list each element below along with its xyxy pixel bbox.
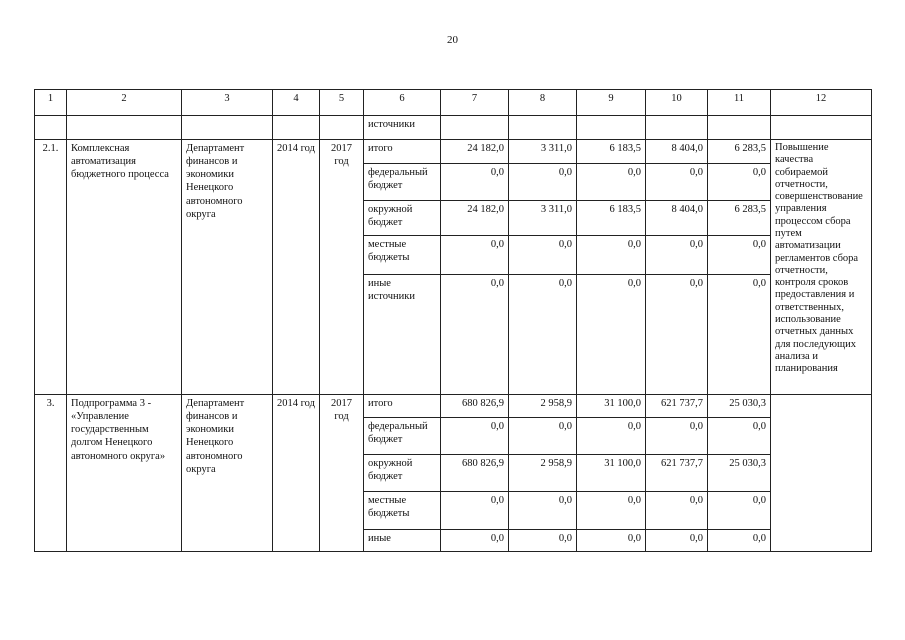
value-cell: 0,0 [708, 492, 771, 530]
source-cell: иные [364, 530, 441, 552]
value-cell: 0,0 [509, 236, 577, 275]
source-cell: иные источники [364, 275, 441, 395]
value-cell: 24 182,0 [441, 140, 509, 164]
value-cell: 0,0 [441, 492, 509, 530]
header-cell: 12 [771, 90, 872, 116]
value-cell: 6 183,5 [577, 201, 646, 236]
source-cell: итого [364, 395, 441, 418]
value-cell: 0,0 [646, 236, 708, 275]
value-cell: 0,0 [646, 492, 708, 530]
value-cell: 0,0 [646, 275, 708, 395]
value-cell: 2 958,9 [509, 395, 577, 418]
table-row [35, 140, 872, 164]
value-cell: 25 030,3 [708, 395, 771, 418]
value-cell: 0,0 [441, 164, 509, 201]
source-cell: итого [364, 140, 441, 164]
value-cell: 621 737,7 [646, 395, 708, 418]
value-cell: 6 183,5 [577, 140, 646, 164]
value-cell: 8 404,0 [646, 140, 708, 164]
value-cell: 0,0 [509, 492, 577, 530]
value-cell: 0,0 [441, 236, 509, 275]
header-cell: 2 [67, 90, 182, 116]
item-end: 2017 год [320, 395, 364, 552]
value-cell: 0,0 [708, 275, 771, 395]
table-row [35, 116, 872, 140]
page-number: 20 [447, 34, 458, 46]
item-goal [771, 395, 872, 552]
value-cell: 0,0 [646, 164, 708, 201]
source-cell: источники [364, 116, 441, 140]
value-cell: 31 100,0 [577, 455, 646, 492]
value-cell: 0,0 [509, 530, 577, 552]
item-end: 2017 год [320, 140, 364, 395]
source-cell: федеральный бюджет [364, 418, 441, 455]
value-cell: 6 283,5 [708, 201, 771, 236]
value-cell: 0,0 [509, 164, 577, 201]
value-cell: 621 737,7 [646, 455, 708, 492]
item-start: 2014 год [273, 140, 320, 395]
source-cell: окружной бюджет [364, 201, 441, 236]
value-cell: 680 826,9 [441, 395, 509, 418]
value-cell: 2 958,9 [509, 455, 577, 492]
item-name: Подпрограмма 3 - «Управление государственным долгом Ненецкого автономного округа» [67, 395, 182, 552]
source-cell: местные бюджеты [364, 236, 441, 275]
value-cell: 0,0 [708, 530, 771, 552]
header-cell: 7 [441, 90, 509, 116]
item-number: 2.1. [35, 140, 67, 395]
item-goal: Повышение качества собираемой отчетности, совершенствование управления процессом сбора путем автоматизации регламентов сбора отчетности, контроля сроков предоставления и ответственных, использование отчетных данных для последующих анализа и планирования [771, 140, 872, 395]
item-executor: Департамент финансов и экономики Ненецкого автономного округа [182, 140, 273, 395]
value-cell: 0,0 [708, 236, 771, 275]
value-cell: 8 404,0 [646, 201, 708, 236]
source-cell: окружной бюджет [364, 455, 441, 492]
value-cell: 0,0 [646, 418, 708, 455]
header-cell: 8 [509, 90, 577, 116]
item-number: 3. [35, 395, 67, 552]
table-row [35, 395, 872, 418]
header-cell: 10 [646, 90, 708, 116]
value-cell: 0,0 [577, 164, 646, 201]
value-cell: 24 182,0 [441, 201, 509, 236]
header-cell: 4 [273, 90, 320, 116]
source-cell: местные бюджеты [364, 492, 441, 530]
value-cell: 0,0 [646, 530, 708, 552]
item-start: 2014 год [273, 395, 320, 552]
value-cell: 6 283,5 [708, 140, 771, 164]
header-cell: 5 [320, 90, 364, 116]
header-row [35, 90, 872, 116]
value-cell: 31 100,0 [577, 395, 646, 418]
header-cell: 9 [577, 90, 646, 116]
value-cell: 0,0 [577, 492, 646, 530]
value-cell: 0,0 [577, 236, 646, 275]
value-cell: 0,0 [509, 418, 577, 455]
value-cell: 0,0 [577, 418, 646, 455]
header-cell: 1 [35, 90, 67, 116]
value-cell: 0,0 [708, 164, 771, 201]
value-cell: 0,0 [441, 530, 509, 552]
value-cell: 3 311,0 [509, 140, 577, 164]
value-cell: 0,0 [441, 275, 509, 395]
value-cell: 0,0 [577, 530, 646, 552]
value-cell: 25 030,3 [708, 455, 771, 492]
value-cell: 0,0 [577, 275, 646, 395]
item-name: Комплексная автоматизация бюджетного процесса [67, 140, 182, 395]
value-cell: 0,0 [708, 418, 771, 455]
header-cell: 11 [708, 90, 771, 116]
header-cell: 3 [182, 90, 273, 116]
value-cell: 680 826,9 [441, 455, 509, 492]
item-executor: Департамент финансов и экономики Ненецкого автономного округа [182, 395, 273, 552]
value-cell: 3 311,0 [509, 201, 577, 236]
value-cell: 0,0 [509, 275, 577, 395]
header-cell: 6 [364, 90, 441, 116]
value-cell: 0,0 [441, 418, 509, 455]
source-cell: федеральный бюджет [364, 164, 441, 201]
budget-table [34, 89, 872, 552]
